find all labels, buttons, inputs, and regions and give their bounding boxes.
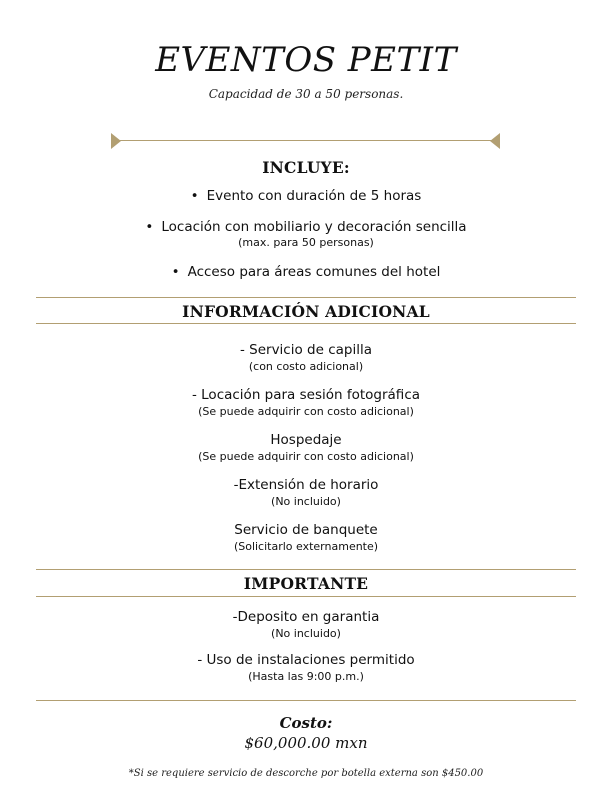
includes-heading: INCLUYE: [262,158,350,177]
additional-item-label: Hospedaje [270,432,342,448]
right-arrow-ornament [490,133,500,149]
section-rule [36,596,576,597]
left-arrow-ornament [111,133,121,149]
additional-item-label: Servicio de banquete [234,522,378,538]
important-item-note: (Hasta las 9:00 p.m.) [248,670,364,683]
section-rule [36,323,576,324]
includes-item-note: (max. para 50 personas) [238,236,374,249]
additional-item-label: -Extensión de horario [233,477,379,493]
important-heading: IMPORTANTE [243,574,369,593]
page-subtitle: Capacidad de 30 a 50 personas. [208,87,404,101]
additional-item-note: (Se puede adquirir con costo adicional) [198,405,414,418]
important-item-label: - Uso de instalaciones permitido [197,652,415,668]
page-title: EVENTOS PETIT [155,40,457,80]
section-rule [36,569,576,570]
section-rule [36,700,576,701]
includes-item-label: • Locación con mobiliario y decoración sencilla [145,219,466,235]
includes-item-label: • Acceso para áreas comunes del hotel [172,264,441,280]
additional-item-label: - Servicio de capilla [239,342,372,358]
includes-item-label: • Evento con duración de 5 horas [191,188,422,204]
additional-item-note: (Se puede adquirir con costo adicional) [198,450,414,463]
additional-item-note: (No incluido) [271,495,341,508]
cost-value: $60,000.00 mxn [244,734,368,752]
footnote: *Si se requiere servicio de descorche por botella externa son $450.00 [128,768,484,779]
includes-item [0,219,612,235]
important-item-note: (No incluido) [271,627,341,640]
additional-item-note: (con costo adicional) [248,360,364,373]
important-item-label: -Deposito en garantia [232,609,380,625]
includes-item [0,264,612,280]
ornament-divider [120,140,492,141]
cost-label: Costo: [279,714,333,732]
additional-item-note: (Solicitarlo externamente) [233,540,379,553]
includes-item [0,188,612,204]
additional-item-label: - Locación para sesión fotográfica [191,387,421,403]
additional-heading: INFORMACIÓN ADICIONAL [182,302,430,321]
section-rule [36,297,576,298]
